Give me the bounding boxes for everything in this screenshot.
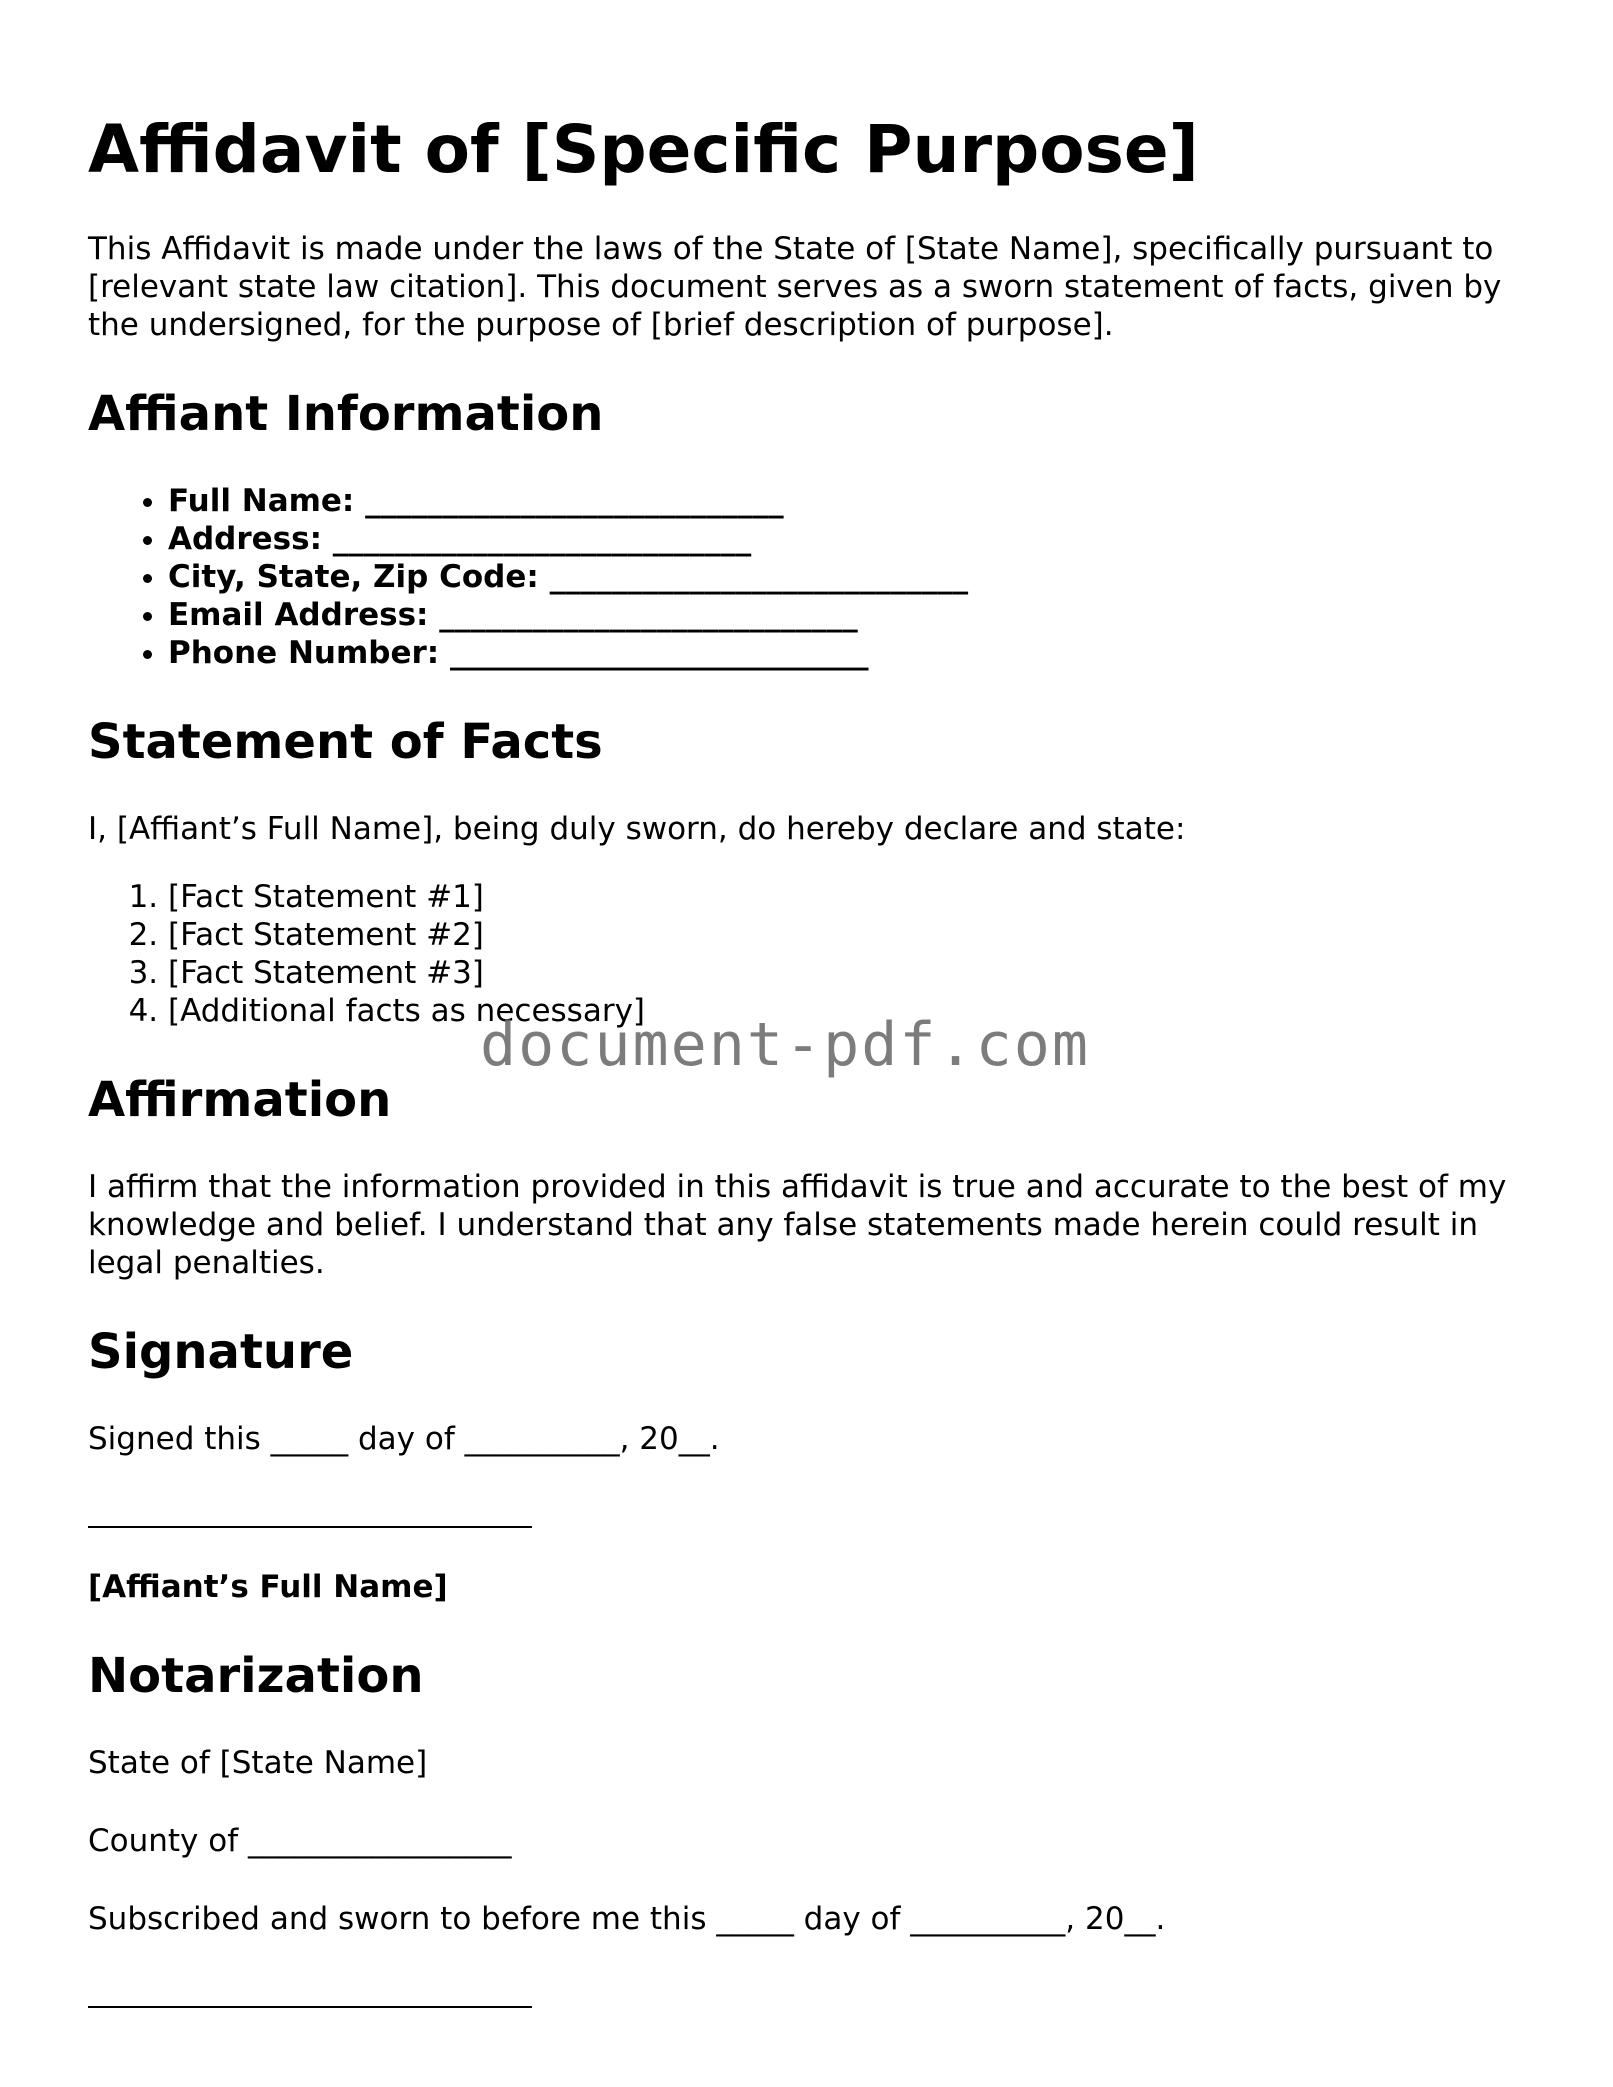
fact-item: 4. [Additional facts as necessary] — [168, 992, 1528, 1030]
notary-signature-line — [88, 2006, 532, 2008]
statement-of-facts-heading: Statement of Facts — [88, 714, 603, 770]
affiant-full-name-field: • Full Name: ___________________________ — [168, 482, 1528, 520]
signature-heading: Signature — [88, 1324, 354, 1380]
signed-date-line: Signed this _____ day of __________, 20__. — [88, 1421, 720, 1457]
affiant-phone-field: • Phone Number: ___________________________ — [168, 634, 1528, 672]
affiant-address-field: • Address: ___________________________ — [168, 520, 1528, 558]
notarization-heading: Notarization — [88, 1648, 424, 1704]
affiant-information-list — [88, 482, 1528, 672]
facts-list — [88, 878, 1528, 1030]
affirmation-heading: Affirmation — [88, 1072, 392, 1128]
fact-item: 1. [Fact Statement #1] — [168, 878, 1528, 916]
affiant-email-field: • Email Address: ___________________________ — [168, 596, 1528, 634]
affiant-name-label: [Affiant’s Full Name] — [88, 1569, 448, 1605]
notary-county-line: County of _________________ — [88, 1823, 512, 1859]
fact-item: 2. [Fact Statement #2] — [168, 916, 1528, 954]
affiant-information-heading: Affiant Information — [88, 386, 604, 442]
affiant-city-state-zip-field: • City, State, Zip Code: ___________________________ — [168, 558, 1528, 596]
fact-item: 3. [Fact Statement #3] — [168, 954, 1528, 992]
affiant-signature-line — [88, 1526, 532, 1528]
notary-sworn-line: Subscribed and sworn to before me this _____ day of __________, 20__. — [88, 1901, 1166, 1937]
document-title: Affidavit of [Specific Purpose] — [88, 111, 1199, 188]
statement-of-facts-intro: I, [Affiant’s Full Name], being duly sworn, do hereby declare and state: — [88, 811, 1186, 847]
notary-state-line: State of [State Name] — [88, 1745, 428, 1781]
watermark: document-pdf.com — [480, 1010, 1090, 1080]
intro-paragraph: This Affidavit is made under the laws of the State of [State Name], specifically pursuant to [relevant state law citation]. This document serves as a sworn statement of facts, given by the undersigned, for the purpose of [brief description of purpose]. — [88, 231, 1502, 343]
affirmation-text: I affirm that the information provided in this affidavit is true and accurate to the best of my knowledge and belief. I understand that any false statements made herein could result in legal penalties. — [88, 1169, 1507, 1281]
